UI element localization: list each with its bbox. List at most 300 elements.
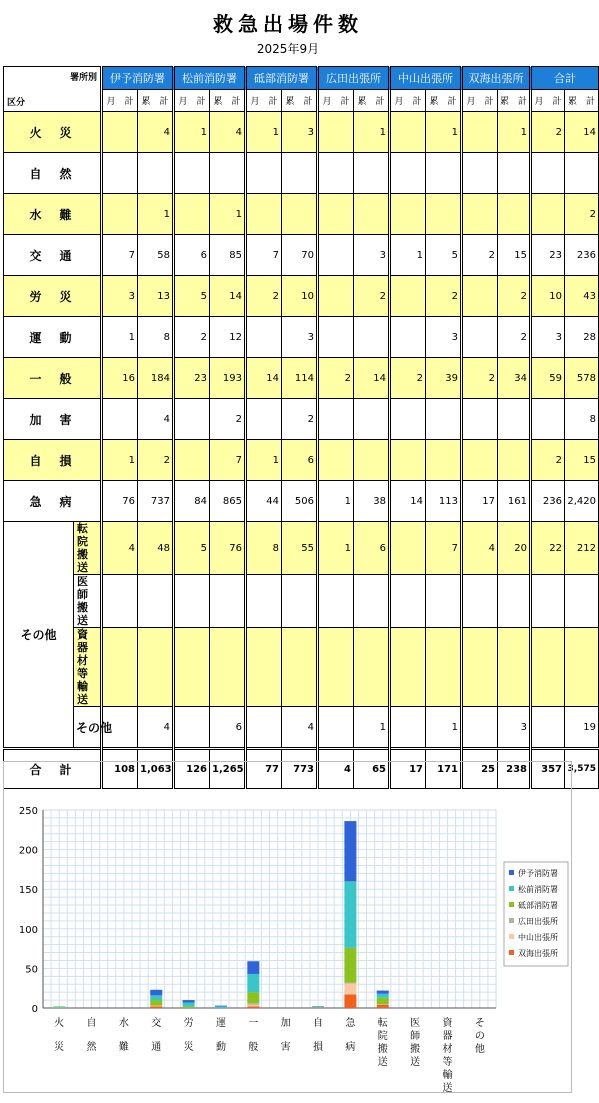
- table-cell: 59: [531, 358, 565, 399]
- legend-label: 中山出張所: [518, 933, 558, 942]
- row-label: 転院搬送: [74, 522, 102, 575]
- table-cell: 1: [354, 112, 390, 153]
- cumulative-header: 累 計: [210, 90, 246, 112]
- table-cell: 2: [246, 276, 282, 317]
- table-cell: 184: [138, 358, 174, 399]
- table-cell: [282, 194, 318, 235]
- month-total-header: 月 計: [174, 90, 210, 112]
- x-tick-label: その他: [474, 1018, 485, 1055]
- month-total-header: 月 計: [462, 90, 498, 112]
- table-cell: [318, 112, 354, 153]
- table-cell: 76: [210, 522, 246, 575]
- table-row: [4, 317, 599, 358]
- table-cell: [426, 628, 462, 707]
- table-cell: 865: [210, 481, 246, 522]
- table-cell: [318, 276, 354, 317]
- table-cell: [498, 399, 531, 440]
- x-tick-label: 労災: [183, 1018, 194, 1053]
- table-cell: 15: [498, 235, 531, 276]
- table-cell: [318, 575, 354, 628]
- row-label: 運 動: [4, 317, 102, 358]
- table-cell: [174, 194, 210, 235]
- table-cell: [318, 440, 354, 481]
- table-cell: 6: [174, 235, 210, 276]
- table-row: [4, 276, 599, 317]
- table-cell: [102, 194, 138, 235]
- table-cell: 4: [102, 522, 138, 575]
- x-tick-label: 転院搬送: [377, 1018, 388, 1068]
- dispatch-table: [3, 66, 599, 789]
- bar-segment: [312, 1007, 324, 1008]
- table-row: [4, 153, 599, 194]
- table-cell: [462, 276, 498, 317]
- table-cell: 2: [174, 317, 210, 358]
- group-header: 中山出張所: [390, 67, 462, 90]
- group-header: 広田出張所: [318, 67, 390, 90]
- table-cell: 14: [210, 276, 246, 317]
- x-tick-label: 加害: [280, 1018, 291, 1053]
- table-cell: [210, 575, 246, 628]
- table-cell: [246, 707, 282, 749]
- bar-segment: [344, 995, 356, 1008]
- table-cell: 6: [210, 707, 246, 749]
- legend-swatch: [509, 934, 514, 939]
- row-label: 自 損: [4, 440, 102, 481]
- bar-segment: [247, 974, 259, 992]
- bar-segment: [344, 821, 356, 881]
- table-cell: 2: [462, 358, 498, 399]
- row-label: 加 害: [4, 399, 102, 440]
- table-cell: [246, 153, 282, 194]
- row-label: 火 災: [4, 112, 102, 153]
- table-cell: [565, 575, 599, 628]
- x-tick-label: 一般: [248, 1018, 259, 1053]
- table-cell: 43: [565, 276, 599, 317]
- bar-segment: [53, 1006, 65, 1007]
- table-cell: [531, 707, 565, 749]
- table-cell: 1: [354, 707, 390, 749]
- total-cell: 1,265: [210, 749, 246, 789]
- table-cell: 2: [318, 358, 354, 399]
- table-cell: 6: [282, 440, 318, 481]
- table-cell: 1: [210, 194, 246, 235]
- bar-segment: [215, 1006, 227, 1007]
- table-cell: [531, 628, 565, 707]
- bar-segment: [377, 1004, 389, 1005]
- total-cell: 77: [246, 749, 282, 789]
- table-cell: [354, 317, 390, 358]
- bar-segment: [377, 1005, 389, 1008]
- corner-station-label: 署所別: [69, 73, 97, 83]
- table-cell: 2: [354, 276, 390, 317]
- row-label: 交 通: [4, 235, 102, 276]
- legend-swatch: [509, 950, 514, 955]
- x-tick-label: 運動: [215, 1018, 226, 1053]
- table-cell: 161: [498, 481, 531, 522]
- y-tick-label: 200: [18, 845, 38, 857]
- table-cell: [354, 194, 390, 235]
- table-cell: [138, 628, 174, 707]
- table-cell: 5: [174, 276, 210, 317]
- table-cell: [246, 628, 282, 707]
- table-cell: [138, 575, 174, 628]
- table-cell: [174, 707, 210, 749]
- table-cell: [462, 575, 498, 628]
- cumulative-header: 累 計: [138, 90, 174, 112]
- table-cell: 1: [318, 481, 354, 522]
- table-cell: [498, 440, 531, 481]
- table-row: [4, 628, 599, 707]
- table-cell: 3: [498, 707, 531, 749]
- page-title: 救急出場件数: [213, 12, 363, 36]
- table-row: [4, 522, 599, 575]
- table-cell: 7: [102, 235, 138, 276]
- month-total-header: 月 計: [390, 90, 426, 112]
- row-label: 急 病: [4, 481, 102, 522]
- table-cell: [498, 575, 531, 628]
- month-total-header: 月 計: [246, 90, 282, 112]
- table-cell: [102, 112, 138, 153]
- table-cell: [246, 194, 282, 235]
- bar-segment: [247, 992, 259, 1003]
- bar-segment: [377, 991, 389, 994]
- table-cell: [498, 153, 531, 194]
- bar-segment: [344, 881, 356, 948]
- x-tick-label: 資器材等輸送: [442, 1018, 453, 1094]
- table-cell: 4: [282, 707, 318, 749]
- table-cell: 1: [426, 112, 462, 153]
- total-cell: 4: [318, 749, 354, 789]
- table-cell: 34: [498, 358, 531, 399]
- table-cell: [354, 399, 390, 440]
- table-cell: [138, 153, 174, 194]
- table-cell: [426, 153, 462, 194]
- table-cell: [390, 276, 426, 317]
- bar-segment: [53, 1007, 65, 1008]
- bar-segment: [150, 1006, 162, 1007]
- table-cell: [462, 399, 498, 440]
- table-cell: 4: [210, 112, 246, 153]
- table-cell: [102, 628, 138, 707]
- table-cell: 76: [102, 481, 138, 522]
- table-cell: [426, 194, 462, 235]
- table-row: [4, 707, 599, 749]
- table-cell: 6: [354, 522, 390, 575]
- table-cell: 5: [426, 235, 462, 276]
- table-cell: [318, 707, 354, 749]
- table-cell: 4: [138, 399, 174, 440]
- y-tick-label: 50: [25, 964, 38, 976]
- bar-segment: [247, 1003, 259, 1005]
- table-cell: [282, 628, 318, 707]
- table-cell: 14: [565, 112, 599, 153]
- bar-segment: [377, 994, 389, 998]
- table-cell: 48: [138, 522, 174, 575]
- x-tick-label: 自損: [313, 1018, 324, 1053]
- bar-segment: [150, 1006, 162, 1008]
- x-tick-label: 急病: [345, 1018, 356, 1053]
- bar-segment: [183, 1000, 195, 1002]
- table-cell: 23: [531, 235, 565, 276]
- corner-category-label: 区分: [7, 98, 26, 108]
- table-cell: 236: [565, 235, 599, 276]
- row-label: その他: [74, 707, 102, 749]
- table-cell: 2: [531, 440, 565, 481]
- bar-segment: [247, 1005, 259, 1007]
- table-cell: [462, 194, 498, 235]
- table-cell: [390, 522, 426, 575]
- legend-label: 広田出張所: [518, 917, 558, 926]
- table-cell: [462, 112, 498, 153]
- table-cell: 1: [426, 707, 462, 749]
- legend-swatch: [509, 886, 514, 891]
- table-cell: 1: [102, 440, 138, 481]
- month-total-header: 月 計: [102, 90, 138, 112]
- table-cell: [174, 153, 210, 194]
- table-cell: 193: [210, 358, 246, 399]
- table-cell: [318, 628, 354, 707]
- month-total-header: 月 計: [318, 90, 354, 112]
- table-cell: 1: [102, 317, 138, 358]
- legend-swatch: [509, 902, 514, 907]
- y-tick-label: 250: [18, 806, 38, 817]
- table-cell: 10: [282, 276, 318, 317]
- table-cell: 28: [565, 317, 599, 358]
- table-cell: 10: [531, 276, 565, 317]
- bar-segment: [150, 990, 162, 996]
- table-cell: 1: [246, 440, 282, 481]
- table-cell: [246, 575, 282, 628]
- table-cell: 2: [531, 112, 565, 153]
- cumulative-header: 累 計: [565, 90, 599, 112]
- table-cell: 12: [210, 317, 246, 358]
- table-cell: 1: [498, 112, 531, 153]
- table-cell: 4: [138, 112, 174, 153]
- table-cell: [390, 153, 426, 194]
- bar-segment: [183, 1002, 195, 1006]
- cumulative-header: 累 計: [426, 90, 462, 112]
- table-cell: 1: [138, 194, 174, 235]
- table-cell: [531, 575, 565, 628]
- table-cell: [390, 440, 426, 481]
- table-cell: 114: [282, 358, 318, 399]
- table-cell: 13: [138, 276, 174, 317]
- table-cell: 578: [565, 358, 599, 399]
- y-tick-label: 150: [18, 885, 38, 897]
- bar-segment: [344, 983, 356, 994]
- group-header: 砥部消防署: [246, 67, 318, 90]
- total-cell: 238: [498, 749, 531, 789]
- stacked-bar-chart: [4, 762, 571, 1092]
- cumulative-header: 累 計: [282, 90, 318, 112]
- bar-segment: [247, 1006, 259, 1008]
- table-cell: 1: [174, 112, 210, 153]
- table-cell: [390, 707, 426, 749]
- header-row: [4, 67, 599, 90]
- legend-label: 伊予消防署: [518, 869, 558, 878]
- table-cell: 3: [102, 276, 138, 317]
- legend-label: 松前消防署: [518, 885, 558, 894]
- bar-segment: [150, 995, 162, 1000]
- group-header: 双海出張所: [462, 67, 531, 90]
- table-cell: 2: [390, 358, 426, 399]
- table-cell: 5: [174, 522, 210, 575]
- table-cell: [531, 194, 565, 235]
- table-row: [4, 481, 599, 522]
- month-total-header: 月 計: [531, 90, 565, 112]
- table-cell: [102, 153, 138, 194]
- total-cell: 3,575: [565, 749, 599, 789]
- table-cell: 38: [354, 481, 390, 522]
- table-cell: 737: [138, 481, 174, 522]
- table-cell: 7: [426, 522, 462, 575]
- table-cell: [246, 317, 282, 358]
- table-cell: 2: [282, 399, 318, 440]
- total-cell: 25: [462, 749, 498, 789]
- table-cell: 14: [390, 481, 426, 522]
- table-cell: 15: [565, 440, 599, 481]
- table-cell: 8: [246, 522, 282, 575]
- table-cell: [462, 317, 498, 358]
- table-cell: [102, 575, 138, 628]
- table-cell: [246, 399, 282, 440]
- table-cell: 4: [462, 522, 498, 575]
- table-cell: [390, 317, 426, 358]
- total-cell: 773: [282, 749, 318, 789]
- group-header: 伊予消防署: [102, 67, 174, 90]
- table-cell: [426, 575, 462, 628]
- bar-segment: [344, 983, 356, 984]
- table-cell: 1: [390, 235, 426, 276]
- table-row: [4, 440, 599, 481]
- table-cell: [390, 399, 426, 440]
- table-cell: 2: [426, 276, 462, 317]
- table-cell: [354, 153, 390, 194]
- total-cell: 171: [426, 749, 462, 789]
- header-corner: [4, 67, 102, 112]
- table-cell: 14: [354, 358, 390, 399]
- table-cell: 2: [498, 276, 531, 317]
- cumulative-header: 累 計: [498, 90, 531, 112]
- table-cell: 236: [531, 481, 565, 522]
- cumulative-header: 累 計: [354, 90, 390, 112]
- table-cell: 4: [138, 707, 174, 749]
- table-cell: 8: [565, 399, 599, 440]
- table-cell: [318, 399, 354, 440]
- total-cell: 1,063: [138, 749, 174, 789]
- bar-segment: [247, 961, 259, 974]
- table-cell: 85: [210, 235, 246, 276]
- x-tick-label: 火災: [54, 1018, 65, 1053]
- table-cell: [318, 194, 354, 235]
- table-cell: 17: [462, 481, 498, 522]
- table-cell: 1: [318, 522, 354, 575]
- table-cell: 8: [138, 317, 174, 358]
- total-cell: 126: [174, 749, 210, 789]
- table-cell: 22: [531, 522, 565, 575]
- table-cell: [498, 628, 531, 707]
- table-cell: [102, 399, 138, 440]
- total-cell: 17: [390, 749, 426, 789]
- table-cell: [390, 628, 426, 707]
- table-cell: 20: [498, 522, 531, 575]
- table-cell: 2: [138, 440, 174, 481]
- table-cell: [531, 399, 565, 440]
- x-tick-label: 自然: [86, 1018, 97, 1053]
- x-tick-label: 医師搬送: [410, 1018, 421, 1068]
- y-tick-label: 0: [31, 1004, 38, 1015]
- table-cell: [174, 440, 210, 481]
- table-cell: [426, 399, 462, 440]
- table-cell: [390, 575, 426, 628]
- table-cell: 212: [565, 522, 599, 575]
- legend-label: 砥部消防署: [518, 901, 558, 910]
- bar-segment: [312, 1006, 324, 1007]
- table-cell: [462, 440, 498, 481]
- table-cell: [354, 628, 390, 707]
- table-cell: [354, 575, 390, 628]
- bar-segment: [150, 1000, 162, 1006]
- page-subtitle: 2025年9月: [256, 42, 320, 56]
- table-cell: [354, 440, 390, 481]
- table-cell: 84: [174, 481, 210, 522]
- table-cell: 2: [565, 194, 599, 235]
- row-label: 一 般: [4, 358, 102, 399]
- table-row: [4, 358, 599, 399]
- table-cell: 2: [210, 399, 246, 440]
- table-cell: [390, 112, 426, 153]
- row-label: 資器材等輸送: [74, 628, 102, 707]
- table-cell: 3: [282, 112, 318, 153]
- legend-swatch: [509, 918, 514, 923]
- table-cell: [390, 194, 426, 235]
- legend-swatch: [509, 870, 514, 875]
- table-cell: [174, 628, 210, 707]
- table-cell: [462, 707, 498, 749]
- table-cell: 19: [565, 707, 599, 749]
- table-cell: [318, 153, 354, 194]
- table-cell: 2: [498, 317, 531, 358]
- table-cell: 7: [246, 235, 282, 276]
- legend-label: 双海出張所: [518, 949, 558, 958]
- table-cell: 58: [138, 235, 174, 276]
- y-tick-label: 100: [18, 924, 38, 936]
- table-cell: 2,420: [565, 481, 599, 522]
- table-cell: 113: [426, 481, 462, 522]
- table-row: [4, 235, 599, 276]
- total-cell: 65: [354, 749, 390, 789]
- total-label: 合 計: [4, 749, 102, 789]
- table-row: [4, 399, 599, 440]
- table-cell: 14: [246, 358, 282, 399]
- group-header: 松前消防署: [174, 67, 246, 90]
- row-label: 自 然: [4, 153, 102, 194]
- bar-segment: [377, 998, 389, 1004]
- table-cell: [426, 440, 462, 481]
- table-cell: [462, 153, 498, 194]
- table-cell: 7: [210, 440, 246, 481]
- table-cell: 3: [354, 235, 390, 276]
- table-cell: 1: [246, 112, 282, 153]
- table-cell: [210, 153, 246, 194]
- group-header: 合計: [531, 67, 599, 90]
- table-cell: [318, 235, 354, 276]
- table-row: [4, 112, 599, 153]
- table-cell: [174, 575, 210, 628]
- table-cell: [565, 628, 599, 707]
- table-cell: 16: [102, 358, 138, 399]
- table-cell: 23: [174, 358, 210, 399]
